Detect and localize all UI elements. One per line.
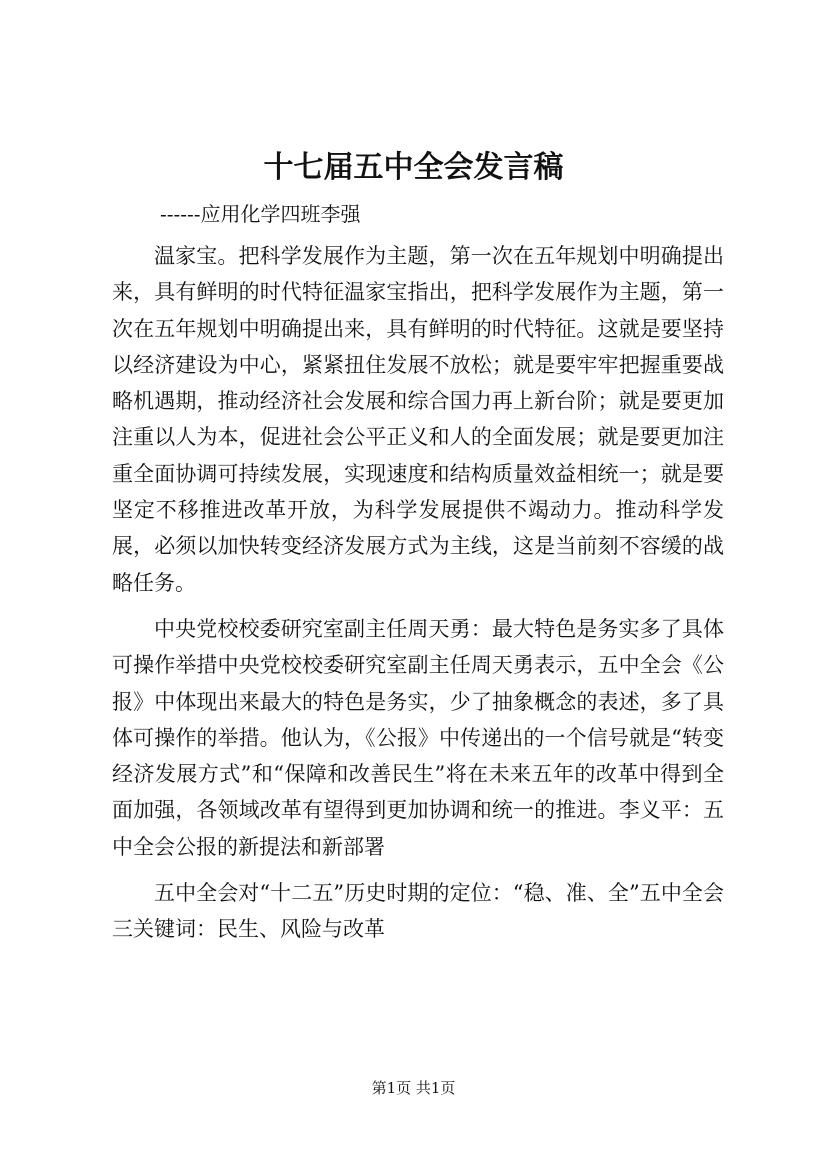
page-footer: 第1页 共1页 (371, 1079, 456, 1097)
paragraph: 中央党校校委研究室副主任周天勇：最大特色是务实多了具体可操作举措中央党校校委研究室副主任周天勇表示，五中全会《公报》中体现出来最大的特色是务实，少了抽象概念的表述，多了具体可操作的举措。他认为，《公报》中传递出的一个信号就是“转变经济发展方式”和“保障和改善民生”将在未来五年的改革中得到全面加强，各领域改革有望得到更加协调和统一的推进。李义平：五中全会公报的新提法和新部署 (112, 616, 724, 859)
document-title: 十七届五中全会发言稿 (263, 150, 564, 185)
author-byline: ------应用化学四班李强 (160, 202, 361, 226)
paragraph: 五中全会对“十二五”历史时期的定位：“稳、准、全”五中全会三关键词：民生、风险与改革 (112, 881, 724, 942)
document-body (112, 238, 724, 948)
paragraph: 温家宝。把科学发展作为主题，第一次在五年规划中明确提出来，具有鲜明的时代特征温家宝指出，把科学发展作为主题，第一次在五年规划中明确提出来，具有鲜明的时代特征。这就是要坚持以经济建设为中心，紧紧扭住发展不放松；就是要牢牢把握重要战略机遇期，推动经济社会发展和综合国力再上新台阶；就是要更加注重以人为本，促进社会公平正义和人的全面发展；就是要更加注重全面协调可持续发展，实现速度和结构质量效益相统一；就是要坚定不移推进改革开放，为科学发展提供不竭动力。推动科学发展，必须以加快转变经济发展方式为主线，这是当前刻不容缓的战略任务。 (112, 244, 724, 595)
